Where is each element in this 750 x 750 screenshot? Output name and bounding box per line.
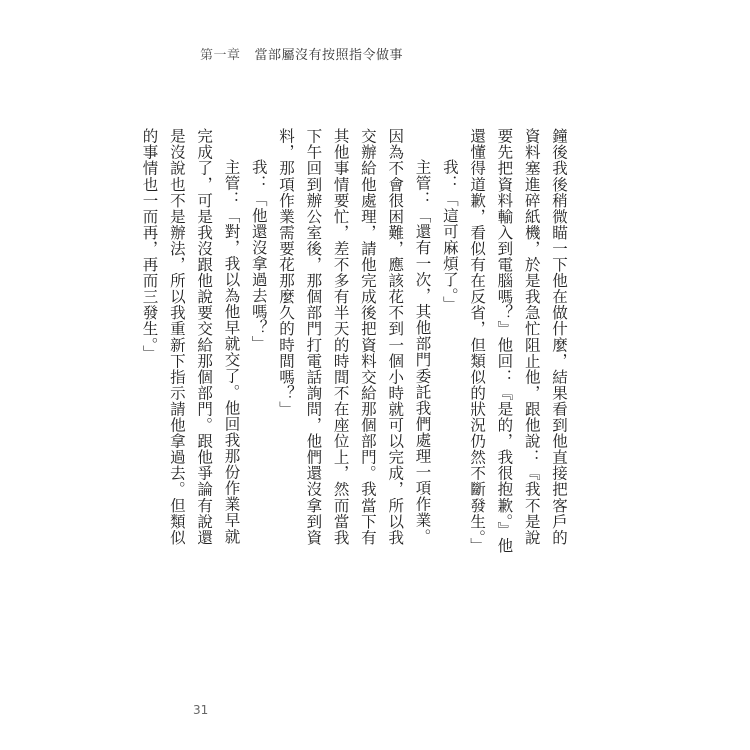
paragraph-dialogue-manager-2: 主管：「對，我以為他早就交了。他回我那份作業早就完成了，可是我沒跟他說要交給那個部門。跟他爭論有說還是沒說也不是辦法，所以我重新下指示請他拿過去。但類似的事情也一而再，再而三發生。」 [140,128,241,546]
paragraph-dialogue-me-2: 我：「他還沒拿過去嗎？」 [249,159,268,352]
chapter-title: 當部屬沒有按照指令做事 [254,47,404,63]
paragraph-continuation: 鐘後我後稍微瞄一下他在做什麼，結果看到他直接把客戶的資料塞進碎紙機，於是我急忙阻止他，跟他說：『我不是說要先把資料輸入到電腦嗎？』他回：『是的，我很抱歉。』他還懂得道歉，看似有在反省，但類似的狀況仍然不斷發生。」 [468,128,568,554]
running-header [200,45,403,61]
chapter-label: 第一章 [200,47,241,63]
page-number: 31 [193,703,209,717]
vertical-body-text [140,128,572,558]
paragraph-dialogue-me-1: 我：「這可麻煩了。」 [440,159,459,312]
paragraph-dialogue-manager-1: 主管：「還有一次，其他部門委託我們處理一項作業。因為不會很困難，應該花不到一個小時就可以完成，所以我交辦給他處理，請他完成後把資料交給那個部門。我當下有其他事情要忙，差不多有半天的時間不在座位上，然而當我下午回到辦公室後，那個部門打電話詢問，他們還沒拿到資料，那項作業需要花那麼久的時間嗎？」 [277,128,432,546]
